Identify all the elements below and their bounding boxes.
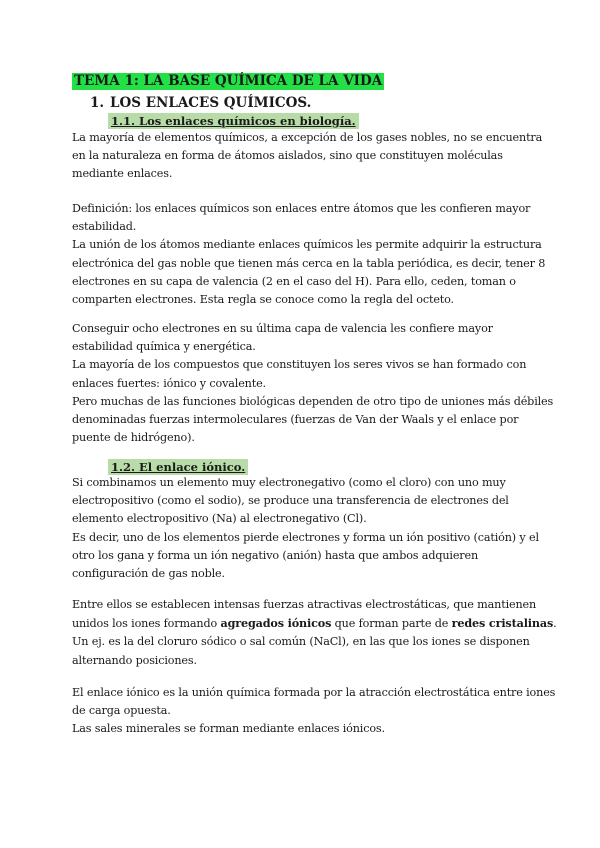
- subsection-heading-1-2: 1.2. El enlace iónico.: [108, 459, 248, 475]
- text-line: Pero muchas de las funciones biológicas dependen de otro tipo de uniones más débiles: [72, 394, 554, 408]
- paragraph-ionic-transfer: [72, 474, 542, 583]
- text-line: Conseguir ocho electrones en su última capa de valencia les confiere mayor: [72, 322, 493, 335]
- text-line: La mayoría de los compuestos que constituyen los seres vivos se han formado con: [72, 358, 527, 372]
- text-line: electropositivo (como el sodio), se produce una transferencia de electrones del: [72, 494, 509, 508]
- text-line: electrónica del gas noble que tienen más cerca en la tabla periódica, es decir, tener 8: [72, 256, 546, 270]
- text-line: comparten electrones. Esta regla se conoce como la regla del octeto.: [72, 293, 454, 307]
- text-line: Las sales minerales se forman mediante enlaces iónicos.: [72, 722, 385, 736]
- text-line: en la naturaleza en forma de átomos aislados, sino que constituyen moléculas: [72, 149, 503, 163]
- text-line: estabilidad química y energética.: [72, 340, 256, 354]
- text-line: electrones en su capa de valencia (2 en el caso del H). Para ello, ceden, toman o: [72, 274, 516, 288]
- text-line: denominadas fuerzas intermoleculares (fuerzas de Van der Waals y el enlace por: [72, 413, 519, 427]
- text-line: otro los gana y forma un ión negativo (anión) hasta que ambos adquieren: [72, 548, 479, 562]
- text-line: elemento electropositivo (Na) al electronegativo (Cl).: [72, 512, 367, 526]
- text-run: .: [553, 617, 557, 631]
- text-line: enlaces fuertes: iónico y covalente.: [72, 376, 266, 390]
- text-line: Un ej. es la del cloruro sódico o sal común (NaCl), en las que los iones se disponen: [72, 635, 530, 649]
- subsection-heading-1-1: 1.1. Los enlaces químicos en biología.: [108, 113, 359, 129]
- section-label: LOS ENLACES QUÍMICOS.: [110, 95, 312, 111]
- section-heading: [90, 95, 311, 112]
- paragraph-definition: [72, 200, 546, 309]
- paragraph-stability: [72, 320, 554, 447]
- paragraph-intro: [72, 129, 542, 184]
- text-line: configuración de gas noble.: [72, 567, 225, 581]
- paragraph-ionic-definition: [72, 684, 556, 739]
- text-run: que forman parte de: [331, 617, 452, 631]
- paragraph-ionic-aggregates: [72, 596, 557, 670]
- text-line: Entre ellos se establecen intensas fuerzas atractivas electrostáticas, que mantienen: [72, 598, 537, 611]
- text-line: Definición: los enlaces químicos son enlaces entre átomos que les confieren mayor: [72, 202, 531, 215]
- text-line: La unión de los átomos mediante enlaces químicos les permite adquirir la estructura: [72, 238, 542, 252]
- bold-term-redes: redes cristalinas: [451, 616, 554, 631]
- text-line: mediante enlaces.: [72, 167, 173, 181]
- text-line: estabilidad.: [72, 220, 137, 234]
- text-line: [72, 614, 557, 633]
- text-run: unidos los iones formando: [72, 617, 221, 631]
- text-line: Es decir, uno de los elementos pierde electrones y forma un ión positivo (catión) y el: [72, 530, 539, 544]
- document-title: TEMA 1: LA BASE QUÍMICA DE LA VIDA: [74, 73, 383, 89]
- text-line: El enlace iónico es la unión química formada por la atracción electrostática entre iones: [72, 686, 556, 699]
- text-line: puente de hidrógeno).: [72, 431, 195, 445]
- text-line: de carga opuesta.: [72, 704, 171, 718]
- bold-term-agregados: agregados iónicos: [220, 616, 332, 631]
- text-line: Si combinamos un elemento muy electronegativo (como el cloro) con uno muy: [72, 476, 506, 489]
- text-line: alternando posiciones.: [72, 653, 197, 667]
- text-line: La mayoría de elementos químicos, a excepción de los gases nobles, no se encuentra: [72, 131, 543, 144]
- section-number: 1.: [90, 95, 105, 111]
